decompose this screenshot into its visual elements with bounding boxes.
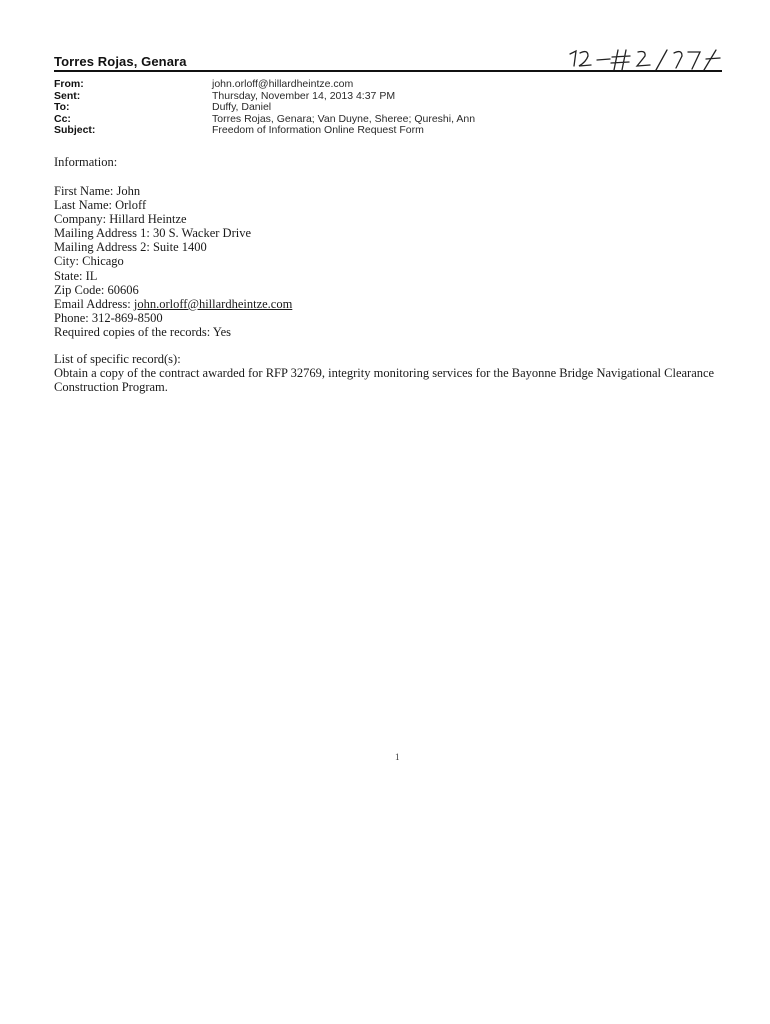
copies-field: Required copies of the records: Yes xyxy=(54,324,232,339)
to-row xyxy=(54,102,714,114)
state-field: State: IL xyxy=(54,268,98,283)
address2-field: Mailing Address 2: Suite 1400 xyxy=(54,240,207,255)
page-number: 1 xyxy=(395,752,400,762)
email-headers xyxy=(54,79,714,137)
records-section xyxy=(54,352,734,394)
cc-label: Cc: xyxy=(54,112,71,125)
from-value: john.orloff@hillardheintze.com xyxy=(212,78,354,90)
to-value: Duffy, Daniel xyxy=(212,101,272,113)
sender-name: Torres Rojas, Genara xyxy=(54,54,187,69)
header-rule xyxy=(54,70,722,72)
records-heading: List of specific record(s): xyxy=(54,352,181,366)
city-field: City: Chicago xyxy=(54,254,124,269)
email-link[interactable]: john.orloff@hillardheintze.com xyxy=(133,296,293,311)
first-name-field: First Name: John xyxy=(54,184,141,198)
subject-label: Subject: xyxy=(54,124,96,136)
sent-row xyxy=(54,91,714,103)
sent-value: Thursday, November 14, 2013 4:37 PM xyxy=(212,89,396,102)
address1-field: Mailing Address 1: 30 S. Wacker Drive xyxy=(54,226,251,241)
from-label: From: xyxy=(54,78,84,90)
from-row xyxy=(54,79,714,91)
request-fields xyxy=(54,184,734,339)
company-field: Company: Hillard Heintze xyxy=(54,212,187,227)
email-label: Email Address: xyxy=(54,296,134,311)
zip-field: Zip Code: 60606 xyxy=(54,282,139,297)
phone-field: Phone: 312-869-8500 xyxy=(54,310,163,325)
subject-value: Freedom of Information Online Request Form xyxy=(212,124,424,136)
to-label: To: xyxy=(54,101,70,113)
intro-text: Information: xyxy=(54,155,118,169)
sent-label: Sent: xyxy=(54,89,81,102)
subject-row xyxy=(54,125,714,137)
email-field xyxy=(54,297,734,311)
last-name-field: Last Name: Orloff xyxy=(54,198,147,213)
cc-value: Torres Rojas, Genara; Van Duyne, Sheree; Qureshi, Ann xyxy=(212,112,476,125)
records-description: Obtain a copy of the contract awarded for RFP 32769, integrity monitoring services for the Bayonne Bridge Navigational Clearance Construction Program. xyxy=(54,366,715,394)
